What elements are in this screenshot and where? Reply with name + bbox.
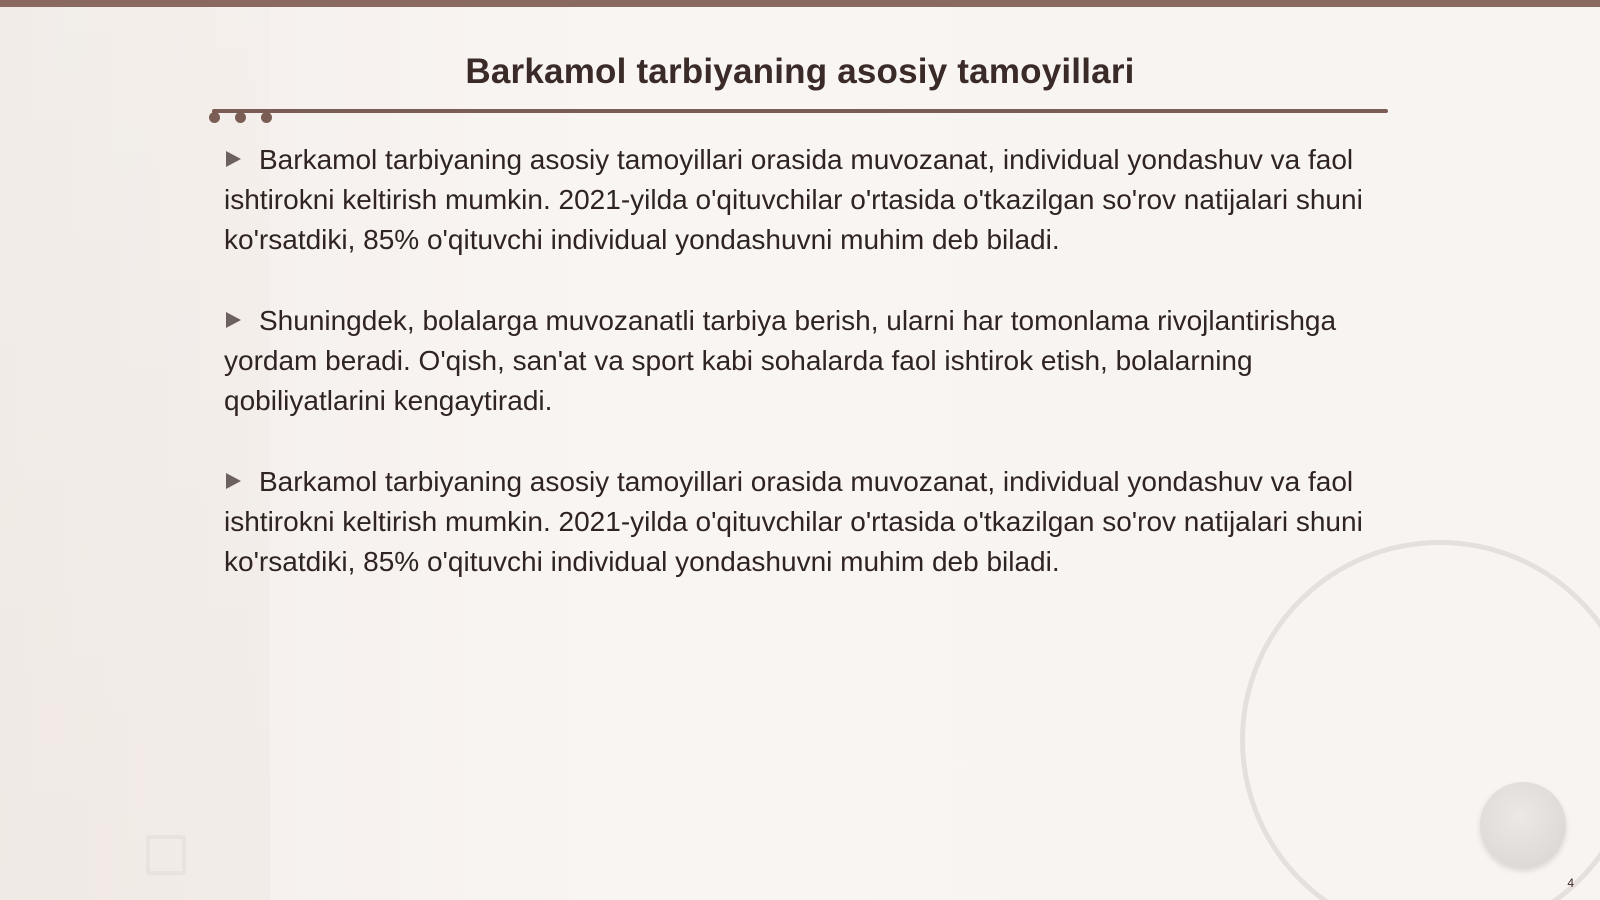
circle-filled-icon	[1480, 782, 1566, 868]
square-outline-icon	[146, 835, 186, 875]
bullet-paragraph	[224, 140, 1364, 260]
top-accent-bar	[0, 0, 1600, 7]
accent-dot-icon	[235, 112, 246, 123]
bullet-text: Shuningdek, bolalarga muvozanatli tarbiya berish, ularni har tomonlama rivojlantirishga yordam beradi. O'qish, san'at va sport kabi sohalarda faol ishtirok etish, bolalarning qobiliyatlarini kengaytiradi.	[224, 305, 1337, 416]
triangle-right-icon	[226, 312, 241, 328]
accent-dot-icon	[209, 112, 220, 123]
page-number: 4	[1567, 876, 1574, 890]
triangle-right-icon	[226, 473, 241, 489]
slide-title: Barkamol tarbiyaning asosiy tamoyillari	[465, 52, 1135, 91]
bullet-text: Barkamol tarbiyaning asosiy tamoyillari orasida muvozanat, individual yondashuv va faol ishtirokni keltirish mumkin. 2021-yilda o'qituvchilar o'rtasida o'tkazilgan so'rov natijalari shuni ko'rsatdiki, 85% o'qituvchi individual yondashuvni muhim deb biladi.	[224, 466, 1363, 577]
triangle-right-icon	[226, 151, 241, 167]
accent-dot-icon	[261, 112, 272, 123]
title-underline	[212, 109, 1388, 113]
bullet-list	[224, 140, 1364, 623]
bullet-text: Barkamol tarbiyaning asosiy tamoyillari orasida muvozanat, individual yondashuv va faol ishtirokni keltirish mumkin. 2021-yilda o'qituvchilar o'rtasida o'tkazilgan so'rov natijalari shuni ko'rsatdiki, 85% o'qituvchi individual yondashuvni muhim deb biladi.	[224, 144, 1363, 255]
bullet-paragraph	[224, 462, 1364, 582]
bullet-paragraph	[224, 301, 1364, 421]
